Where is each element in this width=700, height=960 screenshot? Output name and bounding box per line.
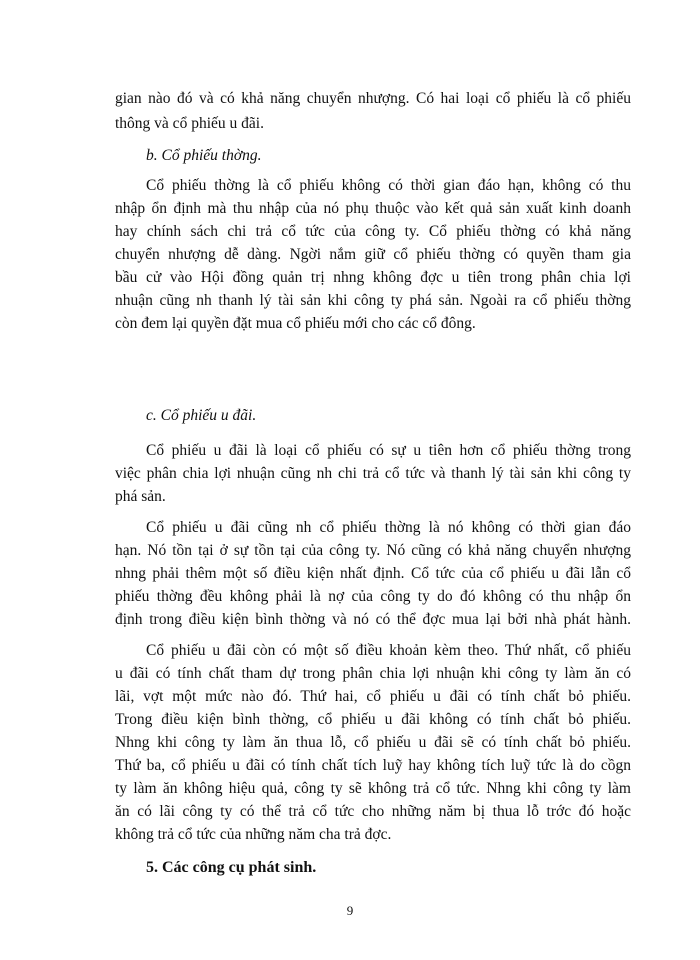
section-heading: 5. Các công cụ phát sinh. <box>146 859 317 876</box>
body-text-line: ty làm ăn không hiệu quả, công ty sẽ không trả cổ tức. Nhng khi công ty làm <box>115 780 631 797</box>
body-text-line: Cổ phiếu u đãi cũng nh cổ phiếu thờng là nó không có thời gian đáo <box>146 519 631 536</box>
body-text-line: u đãi có tính chất tham dự trong phân chia lợi nhuận khi công ty làm ăn có <box>115 665 631 682</box>
body-text-line: chuyển nhượng dễ dàng. Ngời nắm giữ cổ phiếu thờng có quyền tham gia <box>115 246 631 263</box>
body-text-line: Cổ phiếu u đãi là loại cổ phiếu có sự u tiên hơn cổ phiếu thờng trong <box>146 442 631 459</box>
body-text-line: còn đem lại quyền đặt mua cổ phiếu mới cho các cổ đông. <box>115 315 476 332</box>
body-text-line: Trong điều kiện bình thờng, cổ phiếu u đãi không có tính chất bỏ phiếu. <box>115 711 631 728</box>
section-heading: b. Cổ phiếu thờng. <box>146 147 262 164</box>
page-number: 9 <box>346 903 354 918</box>
body-text-line: việc phân chia lợi nhuận cũng nh chi trả cổ tức và thanh lý tài sản khi công ty <box>115 465 631 482</box>
body-text-line: thông và cổ phiếu u đãi. <box>115 115 264 132</box>
body-text-line: định trong điều kiện bình thờng và nó có thể đợc mua lại bởi nhà phát hành. <box>115 611 631 628</box>
section-heading: c. Cổ phiếu u đãi. <box>146 407 257 424</box>
body-text-line: Cổ phiếu thờng là cổ phiếu không có thời gian đáo hạn, không có thu <box>146 177 631 194</box>
body-text-line: Nhng khi công ty làm ăn thua lỗ, cổ phiếu u đãi sẽ có tính chất bỏ phiếu. <box>115 734 631 751</box>
body-text-line: hạn. Nó tồn tại ở sự tồn tại của công ty. Nó cũng có khả năng chuyển nhượng <box>115 542 631 559</box>
body-text-line: nhuận cũng nh thanh lý tài sản khi công ty phá sản. Ngoài ra cổ phiếu thờng <box>115 292 631 309</box>
body-text-line: phiếu thờng đều không phải là nợ của công ty do đó không có thu nhập ổn <box>115 588 631 605</box>
body-text-line: Thứ ba, cổ phiếu u đãi có tính chất tích luỹ hay không tích luỹ tức là do cồgn <box>115 757 631 774</box>
body-text-line: không trả cổ tức của những năm cha trả đợc. <box>115 826 392 843</box>
body-text-line: gian nào đó và có khả năng chuyển nhượng. Có hai loại cổ phiếu là cổ phiếu <box>115 90 631 107</box>
body-text-line: Cổ phiếu u đãi còn có một số điều khoản kèm theo. Thứ nhất, cổ phiếu <box>146 642 631 659</box>
body-text-line: phá sản. <box>115 488 166 505</box>
body-text-line: bầu cử vào Hội đồng quản trị nhng không đợc u tiên trong phân chia lợi <box>115 269 631 286</box>
body-text-line: hay chính sách chi trả cổ tức của công ty. Cổ phiếu thờng có khả năng <box>115 223 631 240</box>
body-text-line: nhng phải thêm một số điều kiện nhất định. Cổ tức của cổ phiếu u đãi lẫn cổ <box>115 565 631 582</box>
body-text-line: lãi, vợt một mức nào đó. Thứ hai, cổ phiếu u đãi có tính chất bỏ phiếu. <box>115 688 631 705</box>
body-text-line: ăn có lãi công ty có thể trả cổ tức cho những năm bị thua lỗ trớc đó hoặc <box>115 803 631 820</box>
body-text-line: nhập ổn định mà thu nhập của nó phụ thuộc vào kết quả sản xuất kinh doanh <box>115 200 631 217</box>
